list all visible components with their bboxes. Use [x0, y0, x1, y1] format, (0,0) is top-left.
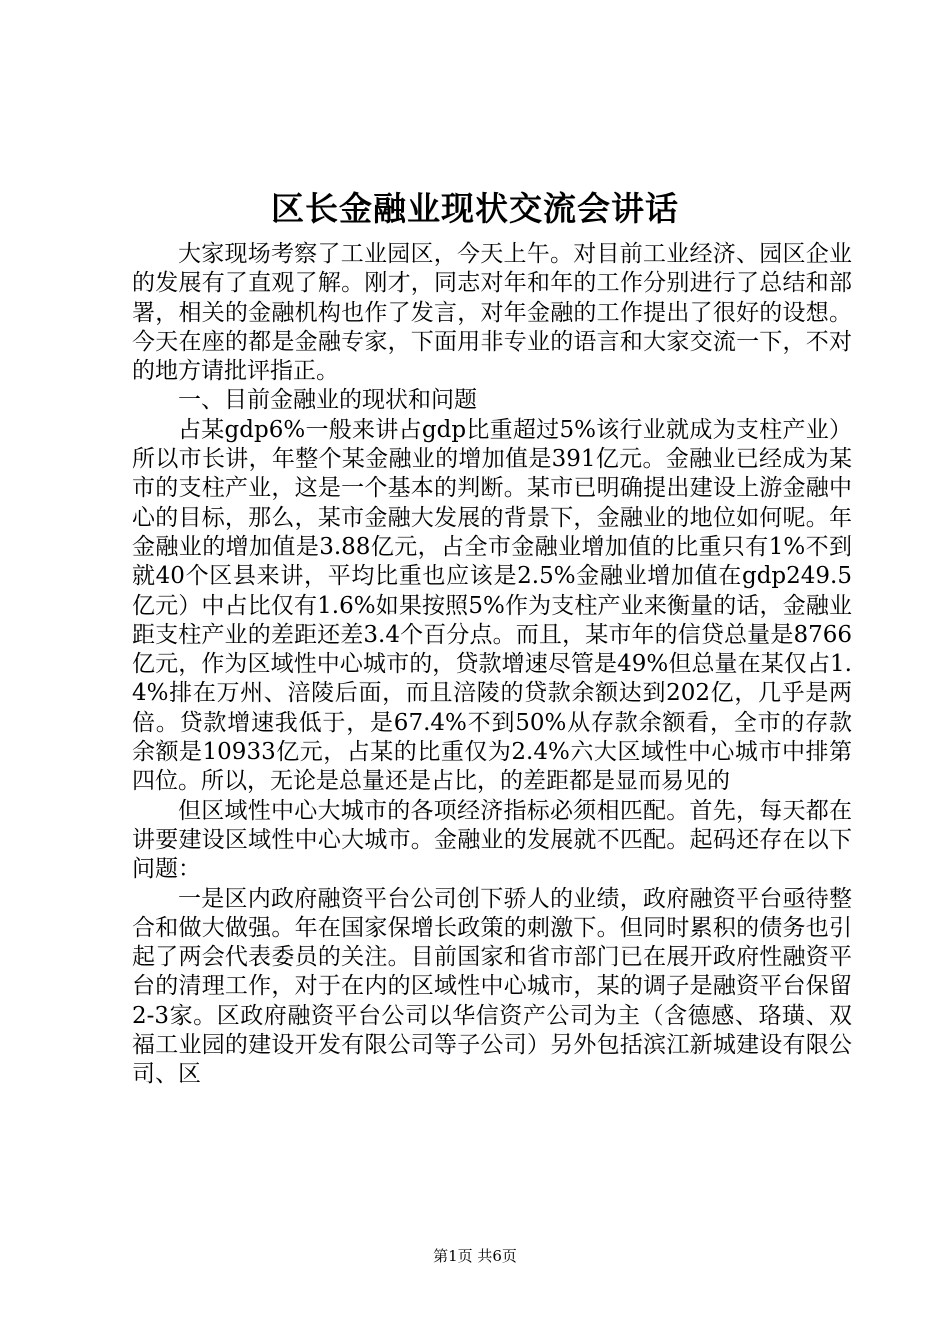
paragraph-status: 占某gdp6%一般来讲占gdp比重超过5%该行业就成为支柱产业）所以市长讲，年整个某金融业的增加值是391亿元。金融业已经成为某市的支柱产业，这是一个基本的判断。某市已明确提出建设上游金融中心的目标，那么，某市金融大发展的背景下，金融业的地位如何呢。年金融业的增加值是3.88亿元，占全市金融业增加值的比重只有1%不到就40个区县来讲，平均比重也应该是2.5%金融业增加值在gdp249.5亿元）中占比仅有1.6%如果按照5%作为支柱产业来衡量的话，金融业距支柱产业的差距还差3.4个百分点。而且，某市年的信贷总量是8766亿元，作为区域性中心城市的，贷款增速尽管是49%但总量在某仅占1.4%排在万州、涪陵后面，而且涪陵的贷款余额达到202亿，几乎是两倍。贷款增速我低于，是67.4%不到50%从存款余额看，全市的存款余额是10933亿元，占某的比重仅为2.4%六大区域性中心城市中排第四位。所以，无论是总量还是占比，的差距都是显而易见的 — [132, 416, 852, 795]
paragraph-problem-one: 一是区内政府融资平台公司创下骄人的业绩，政府融资平台亟待整合和做大做强。年在国家保增长政策的刺激下。但同时累积的债务也引起了两会代表委员的关注。目前国家和省市部门已在展开政府性融资平台的清理工作，对于在内的区域性中心城市，某的调子是融资平台保留2-3家。区政府融资平台公司以华信资产公司为主（含德感、珞璜、双福工业园的建设开发有限公司等子公司）另外包括滨江新城建设有限公司、区 — [132, 885, 852, 1088]
paragraph-intro: 大家现场考察了工业园区，今天上午。对目前工业经济、园区企业的发展有了直观了解。刚才，同志对年和年的工作分别进行了总结和部署，相关的金融机构也作了发言，对年金融的工作提出了很好的设想。今天在座的都是金融专家，下面用非专业的语言和大家交流一下，不对的地方请批评指正。 — [132, 241, 852, 385]
section-heading: 一、目前金融业的现状和问题 — [178, 387, 477, 414]
document-body — [132, 240, 852, 1090]
document-title: 区长金融业现状交流会讲话 — [271, 189, 679, 228]
page-number-footer: 第1页 共6页 — [433, 1247, 517, 1265]
paragraph-mismatch: 但区域性中心大城市的各项经济指标必须相匹配。首先，每天都在讲要建设区域性中心大城市。金融业的发展就不匹配。起码还存在以下问题： — [132, 797, 852, 883]
